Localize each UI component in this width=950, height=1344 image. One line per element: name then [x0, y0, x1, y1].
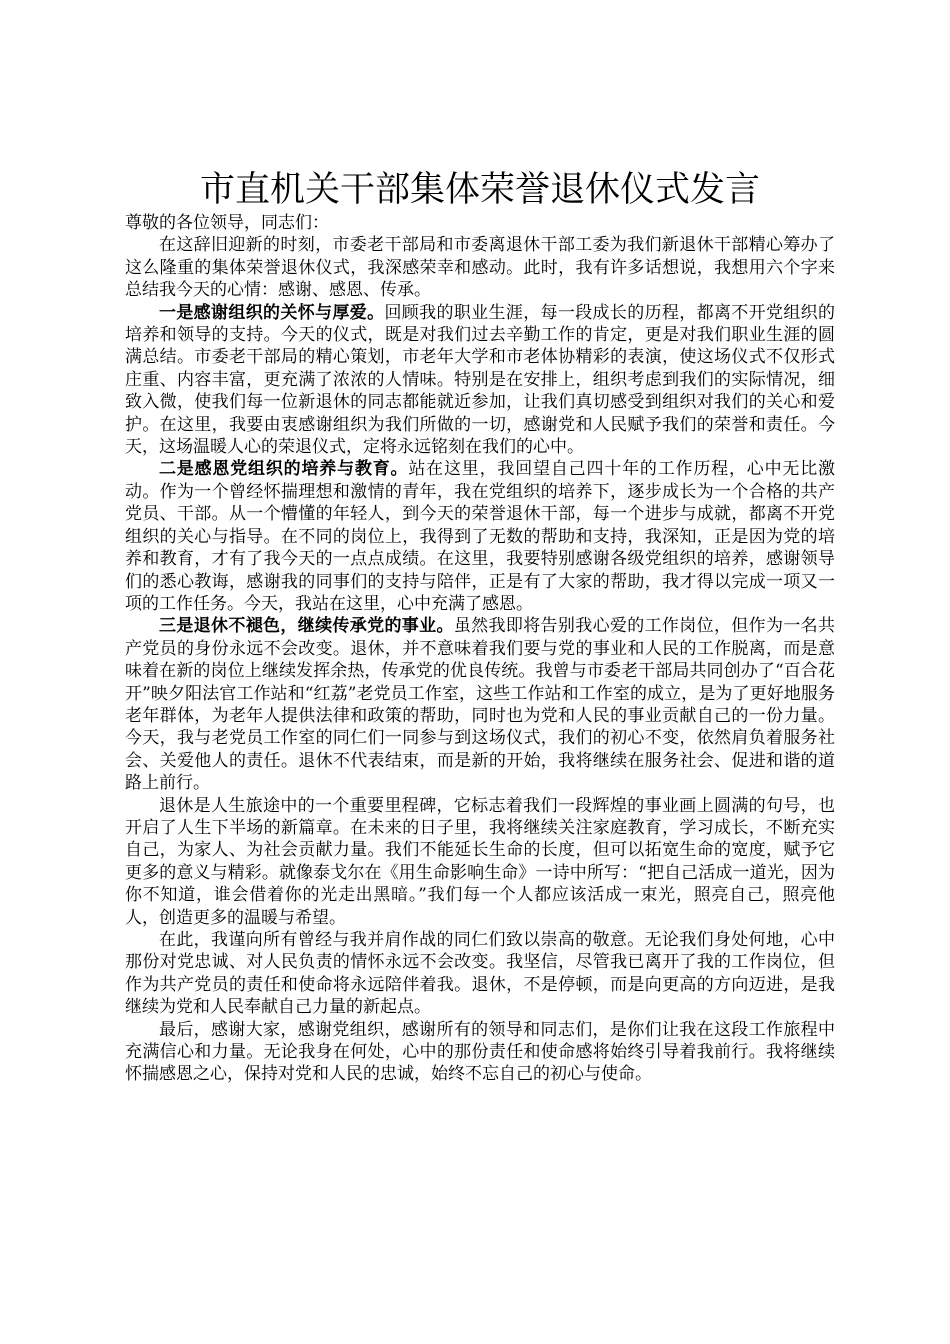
document-page [125, 168, 835, 1086]
section-gratitude-paragraph [125, 302, 835, 459]
milestone-paragraph: 退休是人生旅途中的一个重要里程碑，它标志着我们一段辉煌的事业画上圆满的句号，也开启了人生下半场的新篇章。在未来的日子里，我将继续关注家庭教育，学习成长，不断充实自己，为家人、为社会贡献力量。我们不能延长生命的长度，但可以拓宽生命的宽度，赋予它更多的意义与精彩。就像泰戈尔在《用生命影响生命》一诗中所写：“把自己活成一道光，因为你不知道，谁会借着你的光走出黑暗。”我们每一个人都应该活成一束光，照亮自己，照亮他人，创造更多的温暖与希望。 [125, 795, 835, 928]
section-inheritance-heading: 三是退休不褪色，继续传承党的事业。 [159, 616, 454, 637]
section-thankfulness-paragraph [125, 458, 835, 615]
section-thankfulness-body: 站在这里，我回望自己四十年的工作历程，心中无比激动。作为一个曾经怀揣理想和激情的青年，我在党组织的培养下，逐步成长为一个合格的共产党员、干部。从一个懵懂的年轻人，到今天的荣誉退休干部，每一个进步与成就，都离不开党组织的关心与指导。在不同的岗位上，我得到了无数的帮助和支持，我深知，正是因为党的培养和教育，才有了我今天的一点点成绩。在这里，我要特别感谢各级党组织的培养，感谢领导们的悉心教诲，感谢我的同事们的支持与陪伴，正是有了大家的帮助，我才得以完成一项又一项的工作任务。今天，我站在这里，心中充满了感恩。 [125, 459, 836, 614]
section-inheritance-body: 虽然我即将告别我心爱的工作岗位，但作为一名共产党员的身份永远不会改变。退休，并不意味着我们要与党的事业和人民的工作脱离，而是意味着在新的岗位上继续发挥余热，传承党的优良传统。我曾与市委老干部局共同创办了“百合花开”映夕阳法官工作站和“红荔”老党员工作室，这些工作站和工作室的成立，是为了更好地服务老年群体，为老年人提供法律和政策的帮助，同时也为党和人民的事业贡献自己的一份力量。今天，我与老党员工作室的同仁们一同参与到这场仪式，我们的初心不变，依然肩负着服务社会、关爱他人的责任。退休不代表结束，而是新的开始，我将继续在服务社会、促进和谐的道路上前行。 [125, 616, 836, 794]
section-gratitude-heading: 一是感谢组织的关怀与厚爱。 [159, 302, 385, 323]
document-title: 市直机关干部集体荣誉退休仪式发言 [199, 170, 760, 210]
respect-paragraph: 在此，我谨向所有曾经与我并肩作战的同仁们致以崇高的敬意。无论我们身处何地，心中那份对党忠诚、对人民负责的情怀永远不会改变。我坚信，尽管我已离开了我的工作岗位，但作为共产党员的责任和使命将永远陪伴着我。退休，不是停顿，而是向更高的方向迈进，是我继续为党和人民奉献自己力量的新起点。 [125, 930, 835, 1018]
section-gratitude-body: 回顾我的职业生涯，每一段成长的历程，都离不开党组织的培养和领导的支持。今天的仪式，既是对我们过去辛勤工作的肯定，更是对我们职业生涯的圆满总结。市委老干部局的精心策划，市老年大学和市老体协精彩的表演，使这场仪式不仅形式庄重、内容丰富，更充满了浓浓的人情味。特别是在安排上，组织考虑到我们的实际情况，细致入微，使我们每一位新退休的同志都能就近参加，让我们真切感受到组织对我们的关心和爱护。在这里，我要由衷感谢组织为我们所做的一切，感谢党和人民赋予我们的荣誉和责任。今天，这场温暖人心的荣退仪式，定将永远铭刻在我们的心中。 [125, 302, 836, 458]
salutation: 尊敬的各位领导，同志们： [125, 213, 329, 233]
section-thankfulness-heading: 二是感恩党组织的培养与教育。 [159, 459, 409, 480]
intro-paragraph: 在这辞旧迎新的时刻，市委老干部局和市委离退休干部工委为我们新退休干部精心筹办了这么隆重的集体荣誉退休仪式，我深感荣幸和感动。此时，我有许多话想说，我想用六个字来总结我今天的心情：感谢、感恩、传承。 [125, 235, 835, 301]
section-inheritance-paragraph [125, 615, 835, 794]
closing-paragraph: 最后，感谢大家，感谢党组织，感谢所有的领导和同志们，是你们让我在这段工作旅程中充满信心和力量。无论我身在何处，心中的那份责任和使命感将始终引导着我前行。我将继续怀揣感恩之心，保持对党和人民的忠诚，始终不忘自己的初心与使命。 [125, 1019, 835, 1085]
